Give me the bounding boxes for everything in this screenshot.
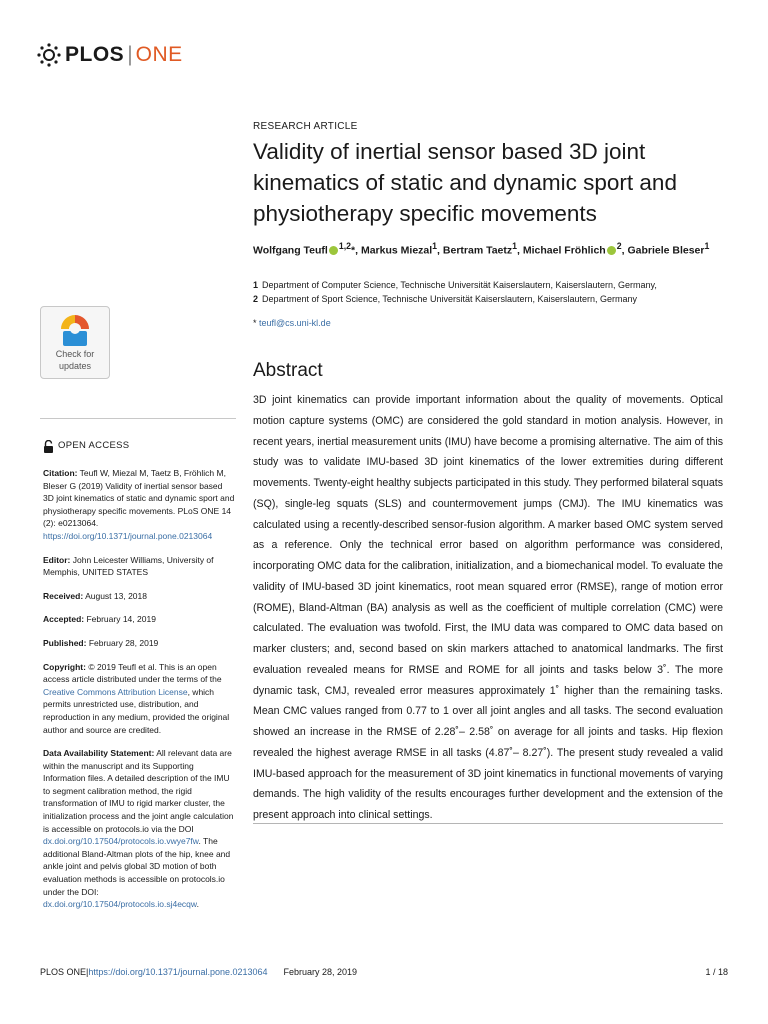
open-access-label: OPEN ACCESS <box>58 440 130 452</box>
author-affiliation-sup: 1 <box>704 241 710 251</box>
article-type: RESEARCH ARTICLE <box>253 121 358 132</box>
data-availability-text-end: . <box>196 899 199 910</box>
open-access-badge <box>43 440 235 453</box>
author-name[interactable]: Bertram Taetz <box>442 244 513 257</box>
orcid-icon[interactable] <box>607 246 616 255</box>
copyright-text: © 2019 Teufl et al. This is an open access article distributed under the terms of the <box>43 661 222 685</box>
logo-separator: | <box>127 43 133 66</box>
author-separator: , <box>621 244 628 257</box>
affiliation-text: Department of Computer Science, Technische Universität Kaiserslautern, Kaiserslautern, Germany, <box>262 280 657 290</box>
orcid-icon[interactable] <box>329 246 338 255</box>
page-number: 1 / 18 <box>705 967 728 977</box>
copyright-text-end: , which permits unrestricted use, distribution, and reproduction in any medium, provided the original author and source are credited. <box>43 686 230 735</box>
license-link[interactable]: Creative Commons Attribution License <box>43 686 188 697</box>
editor-label: Editor: <box>43 554 71 565</box>
plos-logo-icon <box>36 42 62 68</box>
citation-text: Teufl W, Miezal M, Taetz B, Fröhlich M, Bleser G (2019) Validity of inertial sensor based 3D joint kinematics of static and dynamic sport and physiotherapy specific movements. PLoS ONE 14 (2): e0213064. <box>43 468 235 529</box>
editor-text: John Leicester Williams, University of Memphis, UNITED STATES <box>43 554 214 578</box>
affiliation-item <box>253 292 733 306</box>
published-block <box>43 637 235 650</box>
accepted-block <box>43 613 235 626</box>
article-info-sidebar <box>43 440 235 922</box>
open-lock-icon <box>43 440 54 453</box>
received-block <box>43 590 235 603</box>
author-separator: , <box>437 244 443 257</box>
author-affiliation-sup: 1,2 <box>338 241 352 251</box>
footer-separator: | <box>86 967 89 977</box>
data-availability-text-mid: . The additional Bland-Altman plots of the hip, knee and ankle joint and pelvis global 3D motion of both evaluation methods is accessible on protocols.io under the DOI: <box>43 836 231 897</box>
affiliations <box>253 278 733 306</box>
affiliation-item <box>253 278 733 292</box>
corresponding-mark: * <box>253 318 257 328</box>
check-updates-line2: updates <box>58 361 92 371</box>
check-updates-line1: Check for <box>55 349 95 359</box>
author-name[interactable]: Markus Miezal <box>360 244 433 257</box>
accepted-label: Accepted: <box>43 614 85 625</box>
check-updates-icon <box>59 313 91 347</box>
published-label: Published: <box>43 637 87 648</box>
page-footer <box>40 967 728 977</box>
abstract-text: 3D joint kinematics can provide important information about the quality of movements. Optical motion capture systems (OMC) are considered the gold standard in motion analysis. However, in recent years, inertial measurement units (IMU) have become a promising alternative. The aim of this study was to validate IMU-based 3D joint kinematics of the lower extremities during different movements. Twenty-eight healthy subjects participated in this study. They performed bilateral squats (SQ), single-leg squats (SLS) and countermovement jumps (CMJ). The IMU kinematics was calculated using a recently-described sensor-fusion algorithm. A marker based OMC system served as a reference. Only the technical error based on algorithm performance was considered, incorporating OMC data for the calibration, initialization, and a biomechanical model. To evaluate the validity of IMU-based 3D joint kinematics, root mean squared error (RMSE), range of motion error (ROME), Bland-Altman (BA) analysis as well as the coefficient of multiple correlation (CMC) were calculated. The evaluation was twofold. First, the IMU data was compared to OMC data based on marker clusters; and, second based on skin markers attached to anatomical landmarks. The first evaluation revealed means for RMSE and ROME for all joints and tasks below 3˚. The more dynamic task, CMJ, revealed error measures approximately 1˚ higher than the remaining tasks. Mean CMC values ranged from 0.77 to 1 over all joint angles and all tasks. The second evaluation showed an increase in the RMSE of 2.28˚– 2.58˚ on average for all joints and tasks. Hip flexion revealed the highest average RMSE in all tasks (4.87˚– 8.27˚). The present study revealed a valid IMU-based approach for the measurement of 3D joint kinematics in functional movements of varying demands. The high validity of the results encourages further development and the extension of the present approach into clinical settings. <box>253 394 723 821</box>
data-availability-block <box>43 747 235 911</box>
author-affiliation-sup: 1 <box>512 241 518 251</box>
corresponding-email-link[interactable]: teufl@cs.uni-kl.de <box>259 318 331 328</box>
journal-logo <box>36 42 183 68</box>
data-availability-text: All relevant data are within the manuscript and its Supporting Information files. A detailed description of the IMU to segment calibration method, the rigid transformation of IMU to rigid marker cluster, the initialization process and the joint angle calculation is accessible on protocols.io via the DOI <box>43 748 234 834</box>
abstract-divider <box>253 823 723 824</box>
data-availability-label: Data Availability Statement: <box>43 748 155 759</box>
accepted-date: February 14, 2019 <box>84 614 156 625</box>
sidebar-divider <box>40 418 236 419</box>
author-list <box>253 238 723 259</box>
author-name[interactable]: Wolfgang Teufl <box>253 244 328 257</box>
article-title: Validity of inertial sensor based 3D joint kinematics of static and dynamic sport and physiotherapy specific movements <box>253 139 677 226</box>
footer-journal: PLOS ONE <box>40 967 87 977</box>
received-date: August 13, 2018 <box>83 590 147 601</box>
footer-date: February 28, 2019 <box>283 967 358 977</box>
citation-doi-link[interactable]: https://doi.org/10.1371/journal.pone.0213064 <box>43 530 213 541</box>
author-name[interactable]: Gabriele Bleser <box>627 244 705 257</box>
logo-one-text: ONE <box>135 43 183 66</box>
author-separator: , <box>517 244 523 257</box>
editor-block <box>43 554 235 579</box>
received-label: Received: <box>43 590 84 601</box>
abstract-heading: Abstract <box>253 360 323 381</box>
copyright-label: Copyright: <box>43 661 86 672</box>
footer-doi-link[interactable]: https://doi.org/10.1371/journal.pone.0213064 <box>88 967 268 977</box>
logo-plos-text: PLOS <box>65 43 125 66</box>
author-name[interactable]: Michael Fröhlich <box>522 244 606 257</box>
affiliation-number: 2 <box>253 294 259 304</box>
bland-altman-doi-link[interactable]: dx.doi.org/10.17504/protocols.io.sj4ecqw <box>43 899 197 910</box>
check-for-updates-button[interactable] <box>40 306 110 379</box>
author-affiliation-sup: 2 <box>616 241 622 251</box>
citation-block <box>43 467 235 543</box>
affiliation-text: Department of Sport Science, Technische Universität Kaiserslautern, Kaiserslautern, Germany <box>262 294 638 304</box>
copyright-block <box>43 661 235 737</box>
citation-label: Citation: <box>43 468 78 478</box>
corresponding-author <box>253 318 331 328</box>
affiliation-number: 1 <box>253 280 259 290</box>
author-affiliation-sup: 1 <box>432 241 438 251</box>
protocol-doi-link[interactable]: dx.doi.org/10.17504/protocols.io.vwye7fw <box>43 836 199 847</box>
author-separator: , <box>355 244 361 257</box>
corresponding-mark: * <box>351 244 356 257</box>
published-date: February 28, 2019 <box>86 637 159 648</box>
